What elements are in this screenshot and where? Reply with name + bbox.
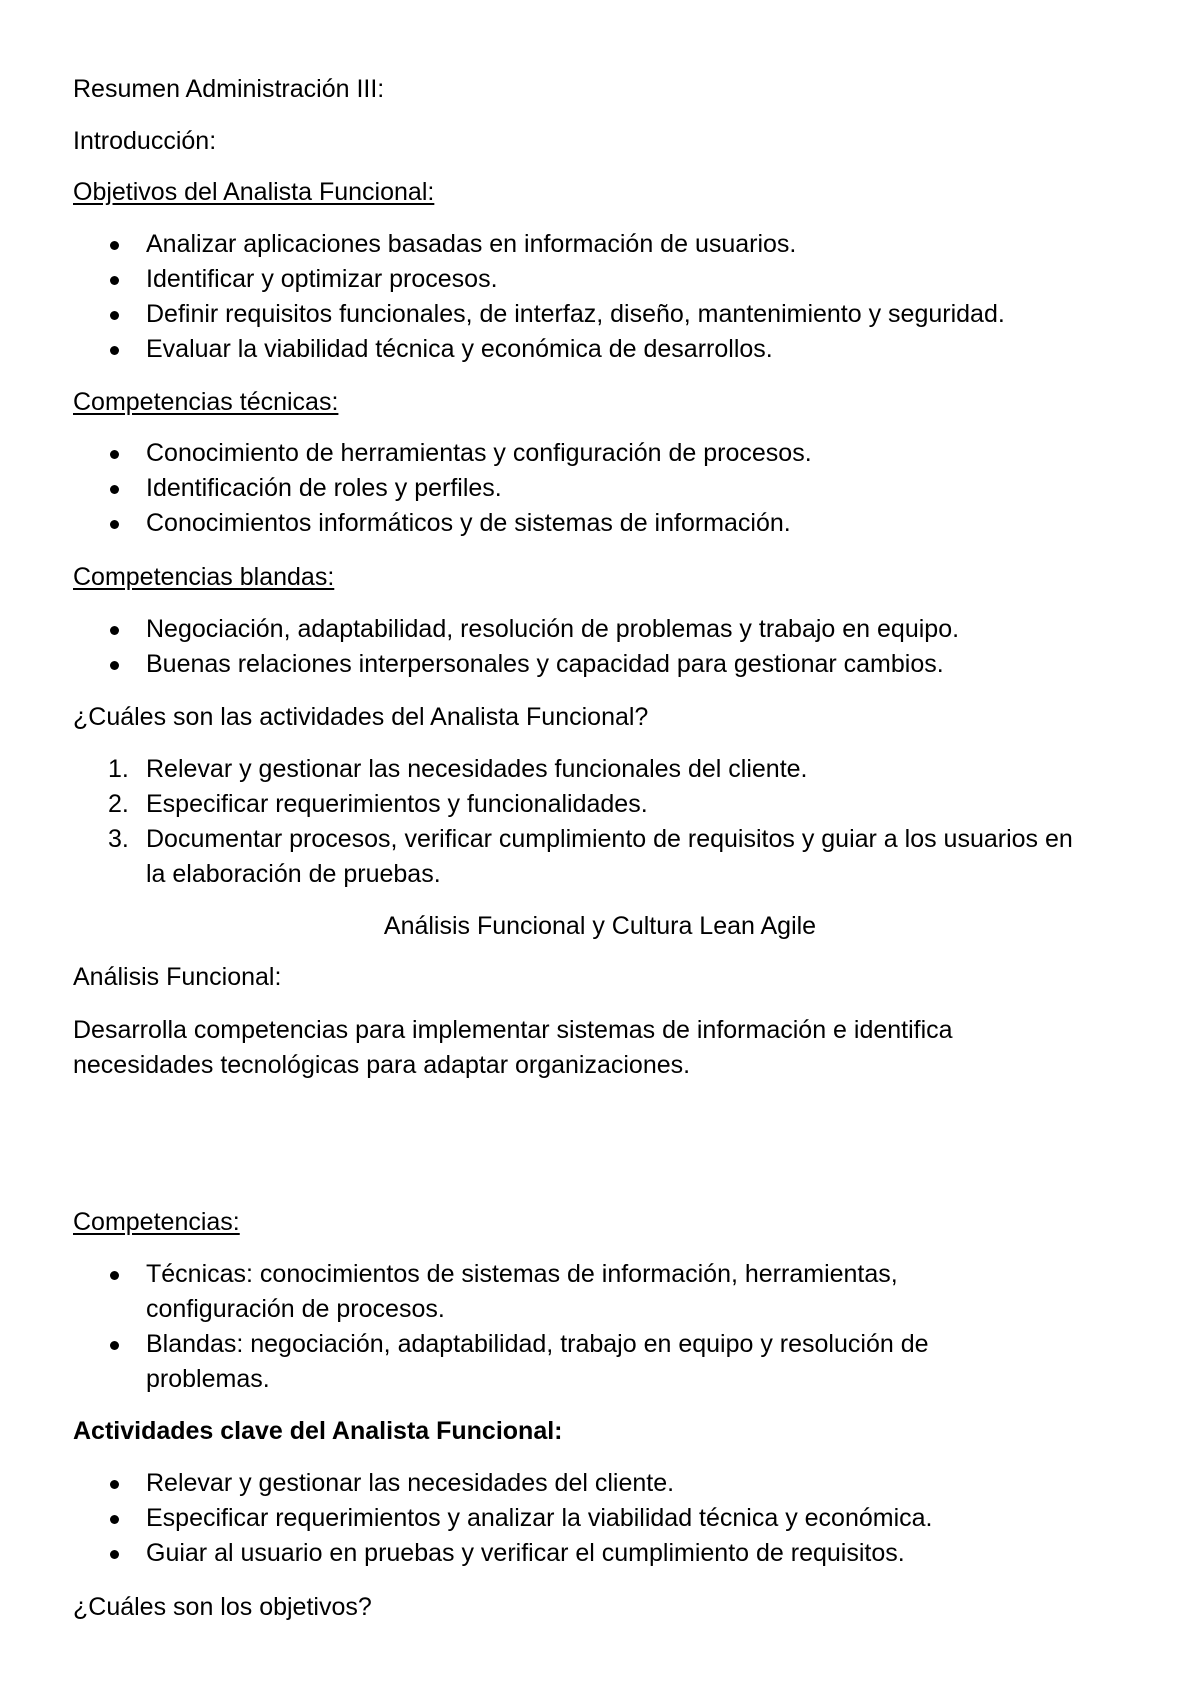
list-item: 2. Especificar requerimientos y funcionalidades.	[108, 790, 648, 818]
competencias-heading: Competencias:	[73, 1208, 240, 1236]
analisis-text-line-2: necesidades tecnológicas para adaptar organizaciones.	[73, 1051, 691, 1079]
competencias-blandas-heading: Competencias blandas:	[73, 563, 335, 591]
actividades-clave-list	[0, 1466, 1156, 1571]
list-item: Identificación de roles y perfiles.	[146, 474, 502, 502]
list-item: Negociación, adaptabilidad, resolución de problemas y trabajo en equipo.	[146, 615, 960, 643]
list-item: Evaluar la viabilidad técnica y económica de desarrollos.	[146, 335, 773, 363]
section-title: Análisis Funcional y Cultura Lean Agile	[383, 912, 817, 940]
list-item: Técnicas: conocimientos de sistemas de información, herramientas, configuración de procesos.	[146, 1260, 898, 1323]
objetivos-list	[0, 227, 1156, 367]
list-item: 3. Documentar procesos, verificar cumplimiento de requisitos y guiar a los usuarios en la elaboración de pruebas.	[108, 825, 1073, 888]
list-item: Analizar aplicaciones basadas en información de usuarios.	[146, 230, 797, 258]
list-item: Conocimiento de herramientas y configuración de procesos.	[146, 439, 812, 467]
objetivos-question: ¿Cuáles son los objetivos?	[73, 1593, 372, 1621]
competencias-blandas-list	[0, 612, 1156, 682]
competencias-list	[0, 1257, 1046, 1397]
list-item: Buenas relaciones interpersonales y capacidad para gestionar cambios.	[146, 650, 944, 678]
competencias-tecnicas-list	[0, 436, 1156, 541]
list-item: Definir requisitos funcionales, de interfaz, diseño, mantenimiento y seguridad.	[146, 300, 1005, 328]
list-item: Blandas: negociación, adaptabilidad, trabajo en equipo y resolución de problemas.	[146, 1330, 929, 1393]
competencias-tecnicas-heading: Competencias técnicas:	[73, 388, 339, 416]
intro-label: Introducción:	[73, 127, 217, 155]
list-item: Conocimientos informáticos y de sistemas de información.	[146, 509, 791, 537]
analisis-text-line-1: Desarrolla competencias para implementar sistemas de información e identifica	[73, 1016, 953, 1044]
actividades-question: ¿Cuáles son las actividades del Analista Funcional?	[73, 703, 649, 731]
list-item: Relevar y gestionar las necesidades del cliente.	[146, 1469, 675, 1497]
list-item: Especificar requerimientos y analizar la viabilidad técnica y económica.	[146, 1504, 933, 1532]
actividades-list	[0, 752, 1156, 892]
objetivos-heading: Objetivos del Analista Funcional:	[73, 178, 435, 206]
list-item: Guiar al usuario en pruebas y verificar el cumplimiento de requisitos.	[146, 1539, 905, 1567]
actividades-clave-heading: Actividades clave del Analista Funcional:	[73, 1417, 563, 1445]
list-item: Identificar y optimizar procesos.	[146, 265, 498, 293]
document-title: Resumen Administración III:	[73, 75, 385, 103]
analisis-label: Análisis Funcional:	[73, 963, 282, 991]
list-item: 1. Relevar y gestionar las necesidades funcionales del cliente.	[108, 755, 808, 783]
